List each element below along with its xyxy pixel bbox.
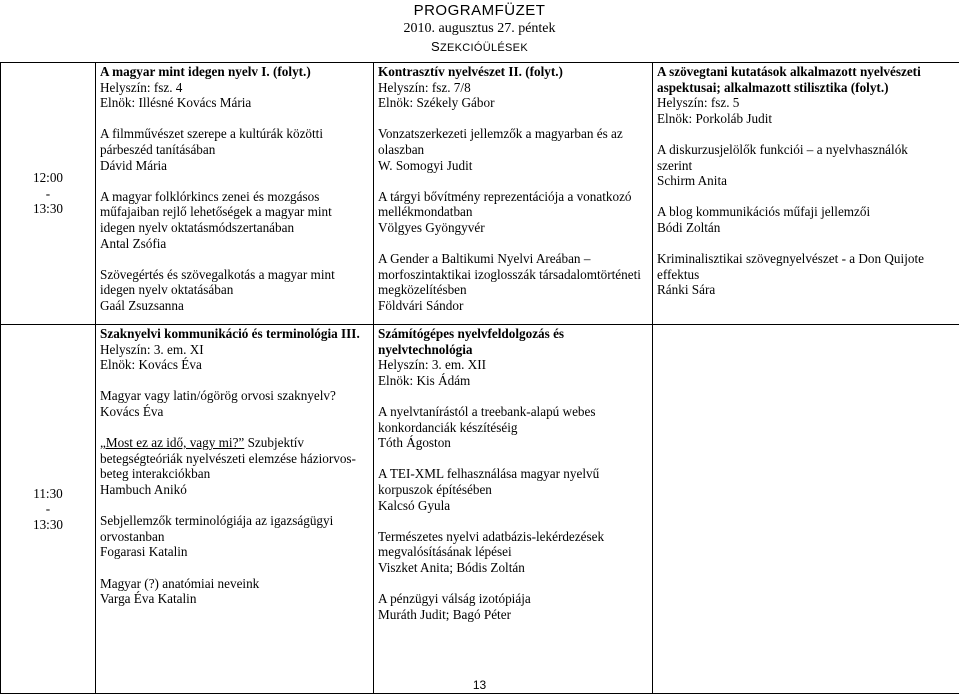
program-table [0, 62, 959, 694]
talk-author: Tóth Ágoston [378, 435, 648, 451]
table-row [1, 63, 959, 325]
session-cell [96, 325, 374, 694]
talk-title: A magyar folklórkincs zenei és mozgásos műfajaiban rejlő lehetőségek a magyar mint idegen nyelv oktatásmódszertanában [100, 189, 369, 236]
session-cell [374, 325, 653, 694]
session-title: Szaknyelvi kommunikáció és terminológia III. [100, 326, 369, 342]
talk-author: Muráth Judit; Bagó Péter [378, 607, 648, 623]
session-chair: Elnök: Székely Gábor [378, 95, 648, 111]
session-title: A szövegtani kutatások alkalmazott nyelvészeti aspektusai; alkalmazott stilisztika (folyt.) [657, 64, 955, 95]
talk-author: Schirm Anita [657, 173, 955, 189]
session-title: A magyar mint idegen nyelv I. (folyt.) [100, 64, 369, 80]
session-chair: Elnök: Kis Ádám [378, 373, 648, 389]
talk-author: Fogarasi Katalin [100, 544, 369, 560]
page-number: 13 [0, 678, 959, 692]
talk-title: A Gender a Baltikumi Nyelvi Areában – morfoszintaktikai izoglosszák társadalomtörténeti megközelítésben [378, 251, 648, 298]
page-header [0, 0, 959, 58]
talk-author: Antal Zsófia [100, 236, 369, 252]
session-chair: Elnök: Kovács Éva [100, 357, 369, 373]
talk-title: A nyelvtanírástól a treebank-alapú webes konkordanciák készítéséig [378, 404, 648, 435]
talk-title: A blog kommunikációs műfaji jellemzői [657, 204, 955, 220]
session-title: Kontrasztív nyelvészet II. (folyt.) [378, 64, 648, 80]
talk-title: Természetes nyelvi adatbázis-lekérdezések megvalósításának lépései [378, 529, 648, 560]
talk-author: Ránki Sára [657, 282, 955, 298]
session-cell [96, 63, 374, 325]
session-chair: Elnök: Porkoláb Judit [657, 111, 955, 127]
talk-title: Kriminalisztikai szövegnyelvészet - a Don Quijote effektus [657, 251, 955, 282]
document-date: 2010. augusztus 27. péntek [0, 20, 959, 37]
talk-author: Kalcsó Gyula [378, 498, 648, 514]
session-title: Számítógépes nyelvfeldolgozás és nyelvtechnológia [378, 326, 648, 357]
talk-author: Kovács Éva [100, 404, 369, 420]
talk-title: A diskurzusjelölők funkciói – a nyelvhasználók szerint [657, 142, 955, 173]
session-venue: Helyszín: fsz. 5 [657, 95, 955, 111]
talk-title: A TEI-XML felhasználása magyar nyelvű korpuszok építésében [378, 466, 648, 497]
session-venue: Helyszín: 3. em. XI [100, 342, 369, 358]
session-venue: Helyszín: 3. em. XII [378, 357, 648, 373]
talk-title: „Most ez az idő, vagy mi?” Szubjektív betegségteóriák nyelvészeti elemzése háziorvos- beteg interakciókban [100, 435, 369, 482]
session-chair: Elnök: Illésné Kovács Mária [100, 95, 369, 111]
talk-title: Sebjellemzők terminológiája az igazságügyi orvostanban [100, 513, 369, 544]
talk-author: Földvári Sándor [378, 298, 648, 314]
talk-title: Szövegértés és szövegalkotás a magyar mint idegen nyelv oktatásában [100, 267, 369, 298]
session-venue: Helyszín: fsz. 4 [100, 80, 369, 96]
talk-author: Völgyes Gyöngyvér [378, 220, 648, 236]
talk-author: Bódi Zoltán [657, 220, 955, 236]
section-heading: SZEKCIÓÜLÉSEK [0, 37, 959, 58]
empty-session-cell [653, 325, 959, 694]
talk-author: Varga Éva Katalin [100, 591, 369, 607]
session-cell [653, 63, 959, 325]
talk-title: Magyar vagy latin/ógörög orvosi szaknyelv? [100, 388, 369, 404]
talk-title: Vonzatszerkezeti jellemzők a magyarban és az olaszban [378, 126, 648, 157]
talk-author: Hambuch Anikó [100, 482, 369, 498]
talk-title: A pénzügyi válság izotópiája [378, 591, 648, 607]
talk-title: A tárgyi bővítmény reprezentációja a vonatkozó mellékmondatban [378, 189, 648, 220]
talk-author: W. Somogyi Judit [378, 158, 648, 174]
time-slot: 11:30 - 13:30 [1, 325, 96, 694]
talk-author: Viszket Anita; Bódis Zoltán [378, 560, 648, 576]
talk-title: A filmművészet szerepe a kultúrák közötti párbeszéd tanításában [100, 126, 369, 157]
talk-author: Gaál Zsuzsanna [100, 298, 369, 314]
session-venue: Helyszín: fsz. 7/8 [378, 80, 648, 96]
document-title: PROGRAMFÜZET [0, 1, 959, 20]
session-cell [374, 63, 653, 325]
table-row [1, 325, 959, 694]
time-slot: 12:00 - 13:30 [1, 63, 96, 325]
talk-title: Magyar (?) anatómiai neveink [100, 576, 369, 592]
talk-author: Dávid Mária [100, 158, 369, 174]
